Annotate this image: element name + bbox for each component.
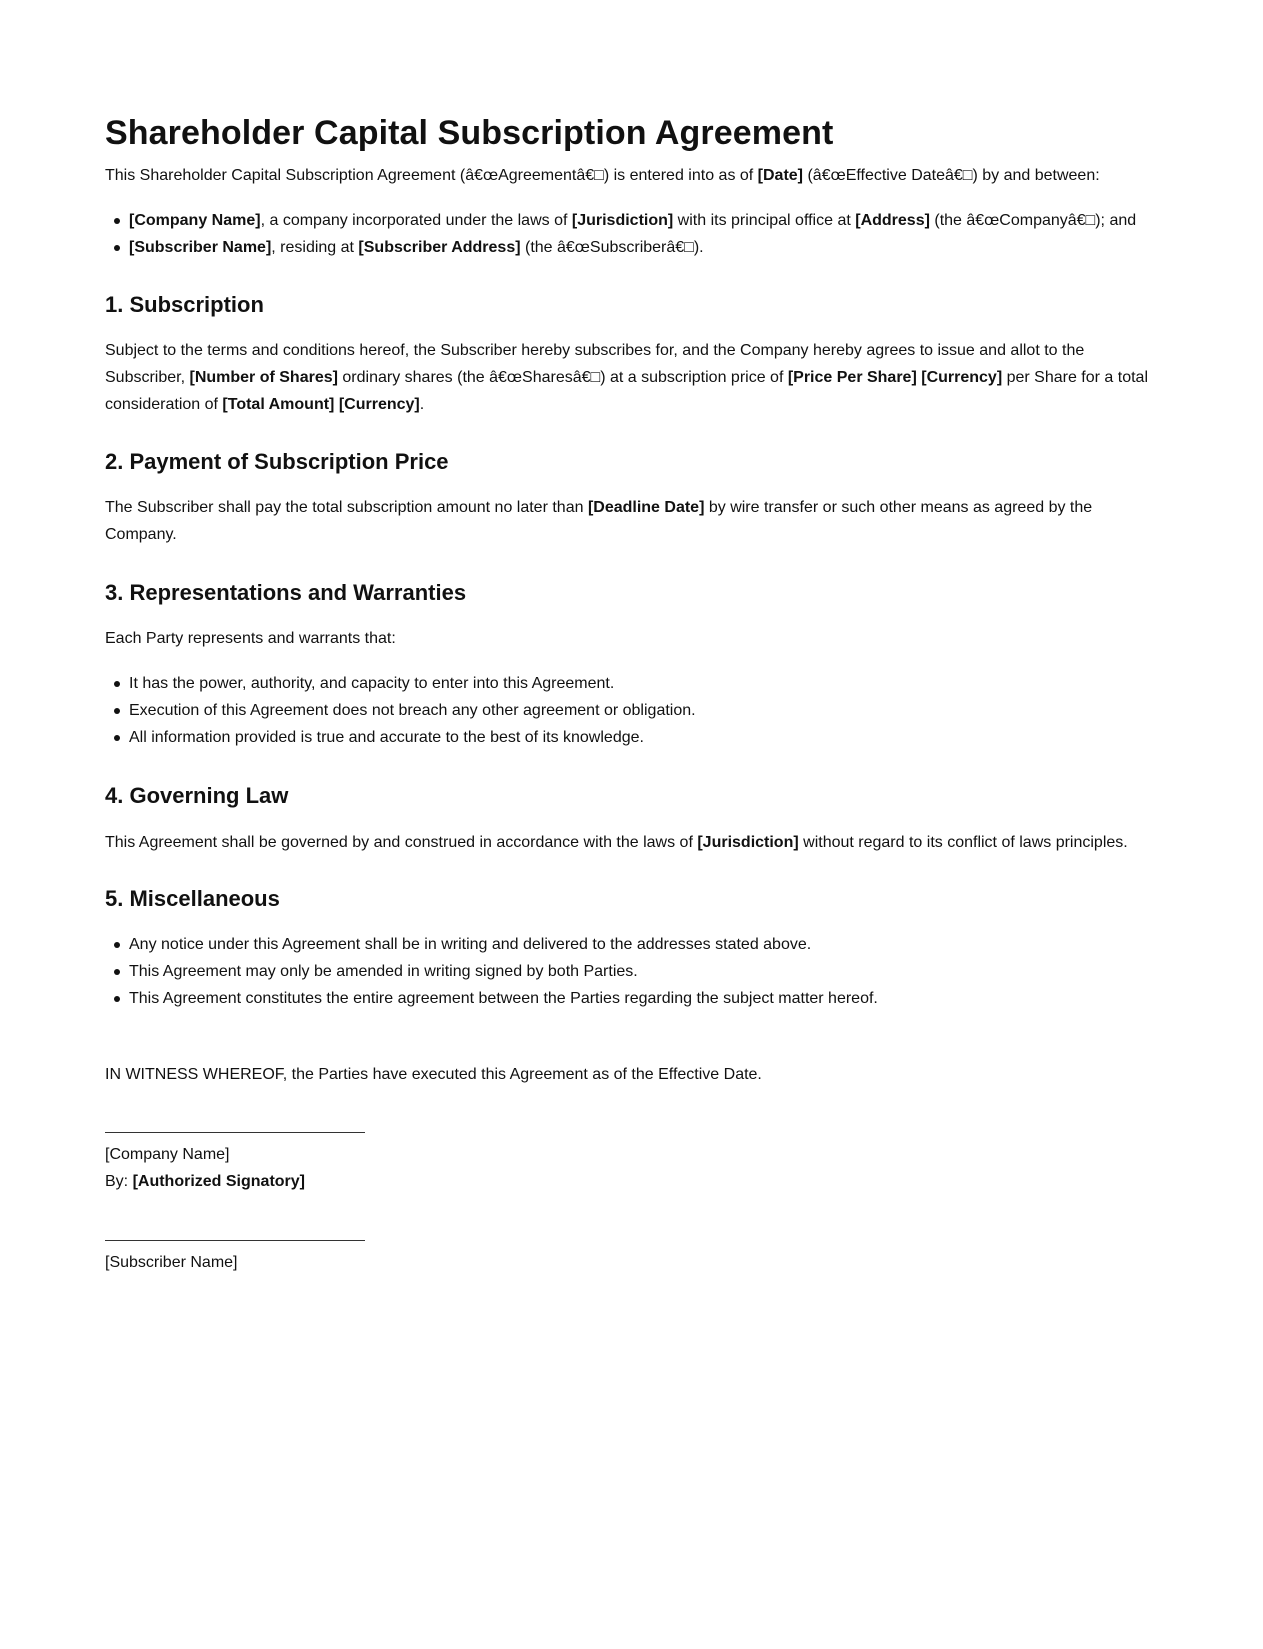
- signature-subscriber-name: [Subscriber Name]: [105, 1254, 238, 1271]
- list-item: It has the power, authority, and capacity to enter into this Agreement.: [129, 670, 1183, 697]
- list-item: This Agreement may only be amended in writing signed by both Parties.: [129, 958, 1183, 985]
- company-signature-line: [105, 1132, 365, 1133]
- authorized-signatory: [Authorized Signatory]: [132, 1173, 305, 1190]
- representations-list: [105, 670, 1183, 751]
- list-item: [Subscriber Name], residing at [Subscriber Address] (the â€œSubscriberâ€□).: [129, 234, 1183, 261]
- intro-paragraph: This Shareholder Capital Subscription Agreement (â€œAgreementâ€□) is entered into as of [Date] (â€œEffective Dateâ€□) by and between:: [105, 167, 1100, 184]
- governing-law-paragraph: This Agreement shall be governed by and construed in accordance with the laws of [Jurisdiction] without regard to its conflict of laws principles.: [105, 834, 1128, 851]
- section-heading-payment: 2. Payment of Subscription Price: [105, 449, 449, 474]
- subscriber-signature-line: [105, 1240, 365, 1241]
- document-title: Shareholder Capital Subscription Agreement: [105, 114, 834, 152]
- subscription-paragraph: Subject to the terms and conditions hereof, the Subscriber hereby subscribes for, and the Company hereby agrees to issue and allot to the Subscriber, [Number of Shares] ordinary shares (the â€œSharesâ€□) at a subscription price of [Price Per Share] [Currency] per Share for a total consideration of [Total Amount] [Currency].: [105, 342, 1148, 413]
- representations-lead: Each Party represents and warrants that:: [105, 630, 396, 647]
- miscellaneous-list: [105, 931, 1183, 1012]
- list-item: All information provided is true and accurate to the best of its knowledge.: [129, 724, 1183, 751]
- list-item: This Agreement constitutes the entire agreement between the Parties regarding the subject matter hereof.: [129, 985, 1183, 1012]
- witness-paragraph: IN WITNESS WHEREOF, the Parties have executed this Agreement as of the Effective Date.: [105, 1066, 762, 1083]
- date-placeholder: [Date]: [757, 167, 804, 184]
- parties-list: [105, 207, 1183, 261]
- section-heading-miscellaneous: 5. Miscellaneous: [105, 886, 280, 911]
- list-item: Any notice under this Agreement shall be in writing and delivered to the addresses stated above.: [129, 931, 1183, 958]
- section-heading-subscription: 1. Subscription: [105, 292, 264, 317]
- section-heading-representations: 3. Representations and Warranties: [105, 580, 467, 605]
- signature-company-name: [Company Name]: [105, 1146, 230, 1163]
- list-item: [Company Name], a company incorporated under the laws of [Jurisdiction] with its principal office at [Address] (the â€œCompanyâ€□); and: [129, 207, 1183, 234]
- section-heading-governing-law: 4. Governing Law: [105, 783, 289, 808]
- payment-paragraph: The Subscriber shall pay the total subscription amount no later than [Deadline Date] by wire transfer or such other means as agreed by the Company.: [105, 499, 1093, 543]
- signature-by-line: By: [Authorized Signatory]: [105, 1173, 305, 1190]
- list-item: Execution of this Agreement does not breach any other agreement or obligation.: [129, 697, 1183, 724]
